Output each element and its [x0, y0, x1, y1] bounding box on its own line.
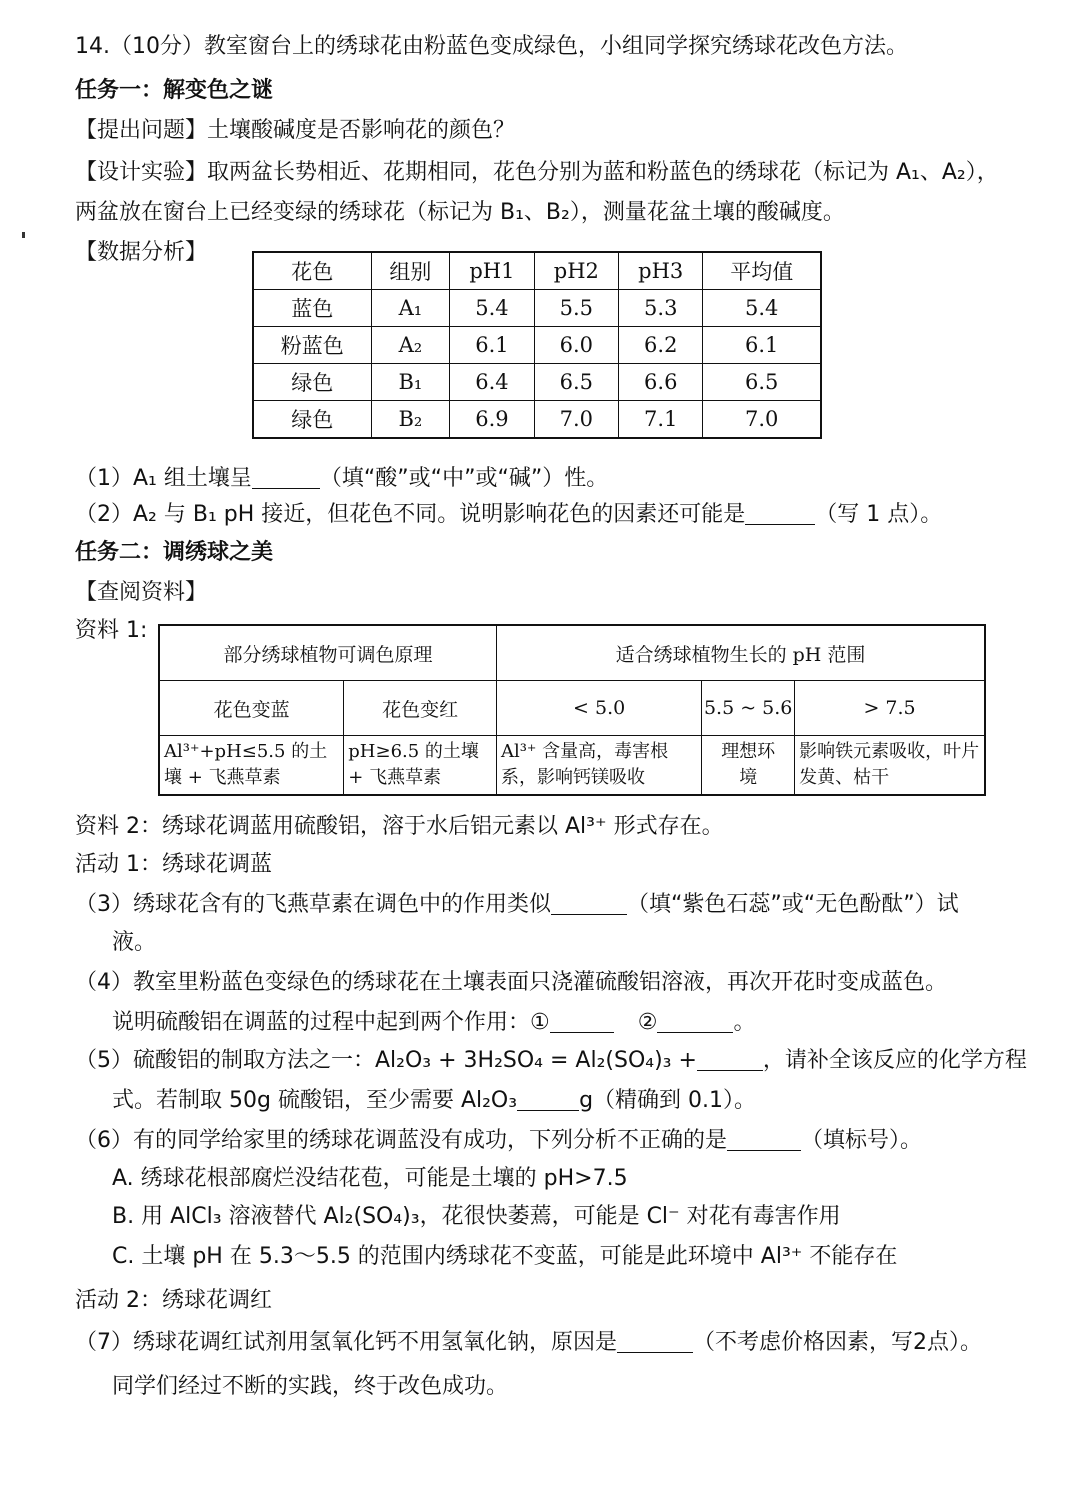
- table-row: [159, 736, 985, 796]
- q2-text: （2）A₂ 与 B₁ pH 接近，但花色不同。说明影响花色的因素还可能是: [75, 502, 746, 527]
- table-cell: Al³⁺ 含量高，毒害根系，影响钙镁吸收: [496, 736, 701, 796]
- answer-blank[interactable]: [551, 892, 627, 915]
- q1-tail: （填“酸”或“中”或“碱”）性。: [319, 466, 609, 491]
- header-cell: pH1: [450, 252, 534, 290]
- question-3: [75, 888, 959, 922]
- q6-tail: （填标号）。: [801, 1128, 923, 1153]
- table-cell: 6.6: [619, 364, 703, 401]
- table-cell: 绿色: [253, 401, 371, 439]
- question-1: [75, 462, 608, 496]
- table-row: [253, 401, 821, 439]
- question-6: [75, 1124, 922, 1158]
- table-cell: 6.5: [703, 364, 821, 401]
- option-c: C. 土壤 pH 在 5.3～5.5 的范围内绣球花不变蓝，可能是此环境中 Al³⁺ 不能存在: [112, 1244, 898, 1269]
- table-cell: 6.0: [534, 327, 618, 364]
- table-cell: 影响铁元素吸收，叶片发黄、枯干: [795, 736, 985, 796]
- answer-blank[interactable]: [517, 1088, 579, 1111]
- table-cell: 5.5: [534, 290, 618, 327]
- question-5-cont: [112, 1084, 756, 1118]
- ph-data-table: [252, 251, 822, 439]
- q5-tail: ，请补全该反应的化学方程: [762, 1048, 1027, 1073]
- header-cell: 部分绣球植物可调色原理: [159, 625, 496, 681]
- table-cell: A₁: [371, 290, 450, 327]
- activity-1-heading: 活动 1：绣球花调蓝: [75, 852, 272, 877]
- table-header-row: [253, 252, 821, 290]
- table-cell: 花色变红: [344, 681, 497, 736]
- table-cell: pH≥6.5 的土壤 + 飞燕草素: [344, 736, 497, 796]
- header-cell: pH2: [534, 252, 618, 290]
- table-cell: 粉蓝色: [253, 327, 371, 364]
- q3-text: （3）绣球花含有的飞燕草素在调色中的作用类似: [75, 892, 551, 917]
- table-cell: 5.4: [703, 290, 821, 327]
- closing-line: 同学们经过不断的实践，终于改色成功。: [112, 1374, 509, 1399]
- table-cell: 6.4: [450, 364, 534, 401]
- activity-2-heading: 活动 2：绣球花调红: [75, 1288, 272, 1313]
- answer-blank[interactable]: [657, 1010, 733, 1033]
- table-cell: B₂: [371, 401, 450, 439]
- question-4: （4）教室里粉蓝色变绿色的绣球花在土壤表面只浇灌硫酸铝溶液，再次开花时变成蓝色。: [75, 970, 948, 995]
- header-cell: 平均值: [703, 252, 821, 290]
- q1-text: （1）A₁ 组土壤呈: [75, 466, 252, 491]
- header-cell: 适合绣球植物生长的 pH 范围: [496, 625, 985, 681]
- analysis-label: 【数据分析】: [75, 240, 208, 265]
- table-cell: 绿色: [253, 364, 371, 401]
- answer-blank[interactable]: [745, 502, 815, 525]
- table-cell: 花色变蓝: [159, 681, 344, 736]
- table-cell: 5.3: [619, 290, 703, 327]
- answer-blank[interactable]: [697, 1048, 763, 1071]
- question-4-cont: [112, 1006, 755, 1040]
- table-cell: B₁: [371, 364, 450, 401]
- table-header-row: [159, 625, 985, 681]
- table-row: [159, 681, 985, 736]
- q3-tail: （填“紫色石蕊”或“无色酚酞”）试: [627, 892, 959, 917]
- table-row: [253, 364, 821, 401]
- header-cell: 组别: [371, 252, 450, 290]
- table-cell: 6.1: [450, 327, 534, 364]
- option-a: A. 绣球花根部腐烂没结花苞，可能是土壤的 pH>7.5: [112, 1166, 628, 1191]
- design-line-2: 两盆放在窗台上已经变绿的绣球花（标记为 B₁、B₂），测量花盆土壤的酸碱度。: [75, 200, 845, 225]
- question-title: 14.（10分）教室窗台上的绣球花由粉蓝色变成绿色，小组同学探究绣球花改色方法。: [75, 34, 908, 59]
- lookup-label: 【查阅资料】: [75, 580, 208, 605]
- q7-text: （7）绣球花调红试剂用氢氧化钙不用氢氧化钠，原因是: [75, 1330, 617, 1355]
- table-cell: 6.9: [450, 401, 534, 439]
- task1-heading: 任务一：解变色之谜: [75, 78, 274, 103]
- design-line-1: 【设计实验】取两盆长势相近、花期相同，花色分别为蓝和粉蓝色的绣球花（标记为 A₁、A₂），: [75, 160, 999, 185]
- table-row: [253, 327, 821, 364]
- table-cell: Al³⁺+pH≤5.5 的土壤 + 飞燕草素: [159, 736, 344, 796]
- q5-text-2: 式。若制取 50g 硫酸铝，至少需要 Al₂O₃: [112, 1088, 518, 1113]
- table-cell: 7.1: [619, 401, 703, 439]
- table-cell: 5.4: [450, 290, 534, 327]
- option-b: B. 用 AlCl₃ 溶液替代 Al₂(SO₄)₃，花很快萎蔫，可能是 Cl⁻ 对花有毒害作用: [112, 1204, 841, 1229]
- question-5: [75, 1044, 1027, 1078]
- q5-text: （5）硫酸铝的制取方法之一：Al₂O₃ + 3H₂SO₄ = Al₂(SO₄)₃ +: [75, 1048, 697, 1073]
- table-cell: 蓝色: [253, 290, 371, 327]
- q4-marker: ②: [637, 1010, 658, 1035]
- pose-question: 【提出问题】土壤酸碱度是否影响花的颜色？: [75, 118, 516, 143]
- task2-heading: 任务二：调绣球之美: [75, 540, 274, 565]
- question-2: [75, 498, 942, 532]
- table-cell: 6.5: [534, 364, 618, 401]
- q6-text: （6）有的同学给家里的绣球花调蓝没有成功，下列分析不正确的是: [75, 1128, 727, 1153]
- answer-blank[interactable]: [727, 1128, 801, 1151]
- question-3-cont: 液。: [112, 930, 157, 955]
- table-cell: 6.1: [703, 327, 821, 364]
- header-cell: pH3: [619, 252, 703, 290]
- material-1-label: 资料 1:: [75, 618, 148, 643]
- table-cell: 6.2: [619, 327, 703, 364]
- table-cell: 5.5 ~ 5.6: [702, 681, 795, 736]
- material-2: 资料 2：绣球花调蓝用硫酸铝，溶于水后铝元素以 Al³⁺ 形式存在。: [75, 814, 724, 839]
- scan-mark: [22, 232, 25, 238]
- table-cell: 7.0: [534, 401, 618, 439]
- header-cell: 花色: [253, 252, 371, 290]
- q2-tail: （写 1 点）。: [815, 502, 943, 527]
- material-1-table: [158, 624, 986, 796]
- answer-blank[interactable]: [550, 1010, 614, 1033]
- table-cell: 7.0: [703, 401, 821, 439]
- table-cell: < 5.0: [496, 681, 701, 736]
- q4-text: 说明硫酸铝在调蓝的过程中起到两个作用：①: [112, 1010, 550, 1035]
- table-cell: A₂: [371, 327, 450, 364]
- table-row: [253, 290, 821, 327]
- table-cell: 理想环境: [702, 736, 795, 796]
- q7-tail: （不考虑价格因素，写2点）。: [693, 1330, 982, 1355]
- q5-tail-2: g（精确到 0.1）。: [579, 1088, 757, 1113]
- table-cell: > 7.5: [795, 681, 985, 736]
- answer-blank[interactable]: [617, 1330, 693, 1353]
- q4-tail: 。: [733, 1010, 756, 1035]
- question-7: [75, 1326, 982, 1360]
- answer-blank[interactable]: [252, 466, 320, 489]
